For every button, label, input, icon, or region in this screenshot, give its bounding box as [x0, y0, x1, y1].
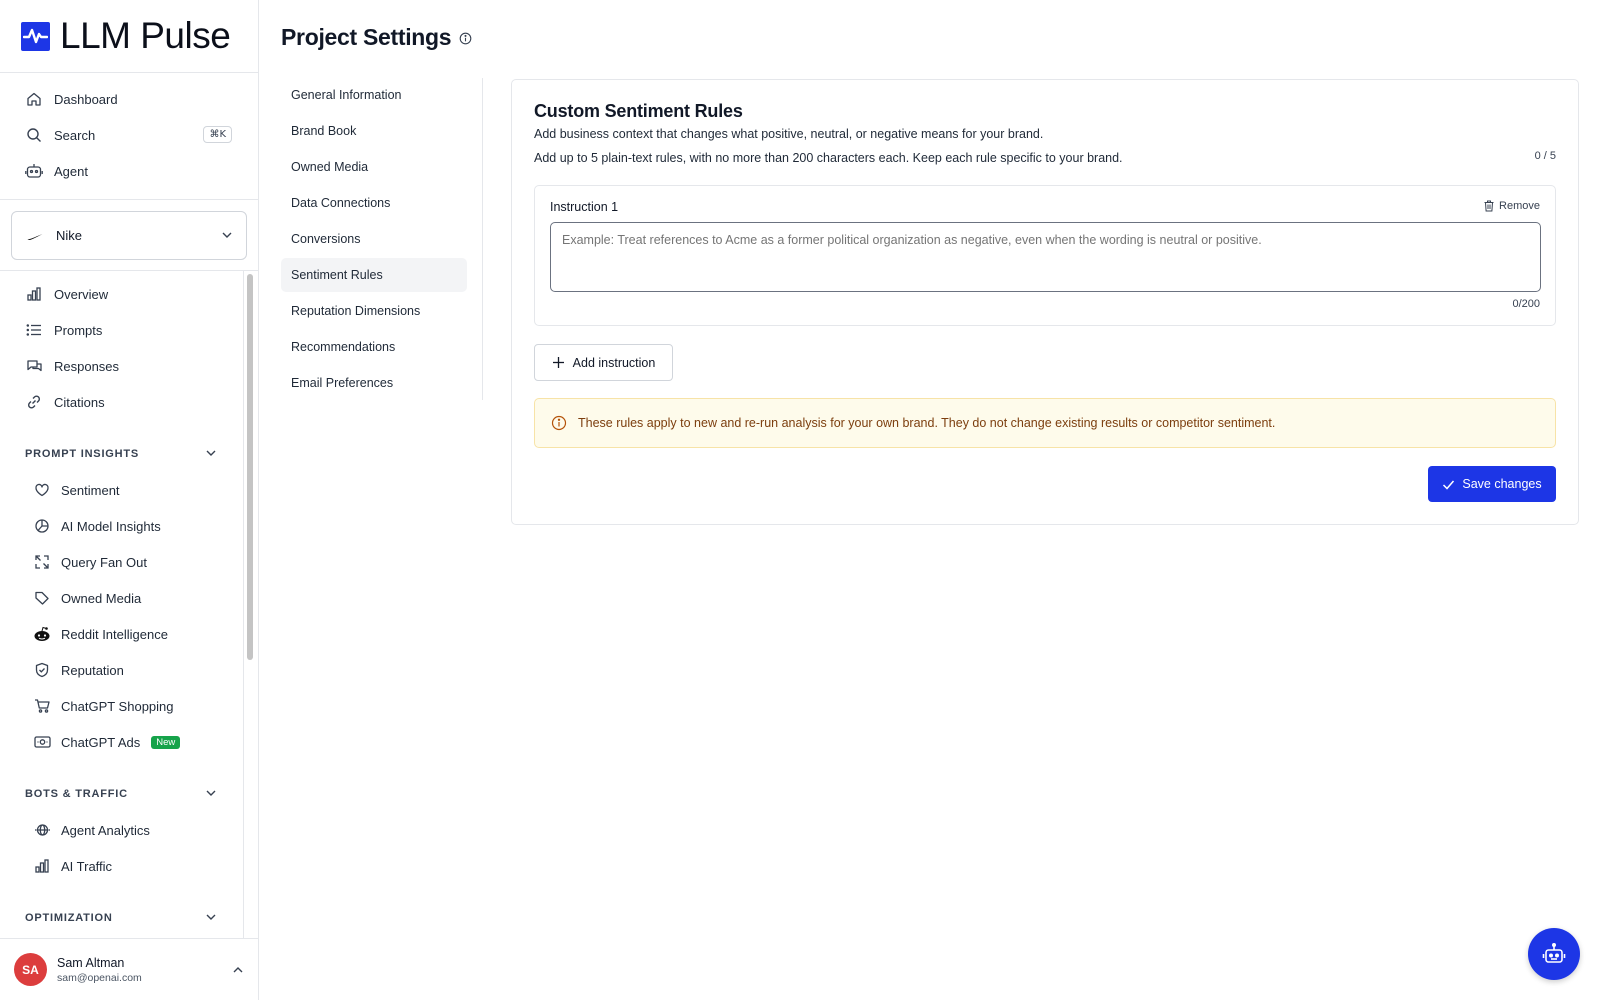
sidebar-item-prompts[interactable] [0, 312, 259, 348]
nav-label: Search [54, 127, 96, 143]
pulse-logo-icon [21, 22, 50, 51]
sidebar-item-label: Prompts [54, 322, 103, 338]
list-icon [25, 321, 43, 339]
page-title [281, 24, 472, 51]
link-icon [25, 393, 43, 411]
sidebar-item-label: ChatGPT Shopping [61, 698, 174, 714]
shield-check-icon [33, 661, 51, 679]
top-nav [0, 73, 258, 200]
bar-chart-icon [33, 857, 51, 875]
chevron-down-icon [204, 446, 218, 463]
settings-tab-brand-book[interactable]: Brand Book [291, 124, 357, 138]
section-title: BOTS & TRAFFIC [25, 788, 128, 800]
expand-icon [33, 553, 51, 571]
chat-bubbles-icon [25, 357, 43, 375]
nav-dashboard[interactable] [0, 81, 258, 117]
settings-nav [281, 78, 483, 400]
shopping-cart-icon [33, 697, 51, 715]
sidebar-item-responses[interactable] [0, 348, 259, 384]
settings-tab-conversions[interactable]: Conversions [291, 232, 361, 246]
instruction-label: Instruction 1 [550, 200, 619, 214]
assistant-bot-button[interactable] [1528, 928, 1580, 980]
sidebar-item-label: AI Model Insights [61, 518, 161, 534]
sidebar-item-label: Reputation [61, 662, 124, 678]
sidebar-item-owned-media[interactable] [0, 580, 259, 616]
sidebar-item-reputation[interactable] [0, 652, 259, 688]
section-title: OPTIMIZATION [25, 912, 113, 924]
sentiment-rules-card [511, 79, 1579, 525]
search-shortcut: ⌘K [203, 126, 232, 143]
nike-logo-icon [27, 228, 43, 244]
save-label: Save changes [1462, 477, 1542, 491]
settings-tab-data-connections[interactable]: Data Connections [291, 196, 391, 210]
agent-icon [25, 162, 43, 180]
sidebar-item-label: ChatGPT Ads [61, 734, 141, 750]
instruction-textarea[interactable] [550, 222, 1541, 292]
user-info [57, 956, 142, 984]
home-icon [25, 90, 43, 108]
sidebar-item-label: Query Fan Out [61, 554, 147, 570]
project-name: Nike [56, 228, 83, 243]
sidebar-item-label: Owned Media [61, 590, 142, 606]
section-title: PROMPT INSIGHTS [25, 448, 140, 460]
app-name: LLM Pulse [60, 15, 231, 56]
add-instruction-button[interactable] [534, 344, 673, 381]
nav-label: Agent [54, 163, 88, 179]
sidebar-item-label: Sentiment [61, 482, 120, 498]
sidebar-item-reddit-intelligence[interactable] [0, 616, 259, 652]
section-optimization[interactable] [0, 900, 259, 936]
sidebar-item-label: Responses [54, 358, 120, 374]
sidebar-item-label: Agent Analytics [61, 822, 150, 838]
page-title-text: Project Settings [281, 24, 452, 50]
section-prompt-insights[interactable] [0, 436, 259, 472]
settings-tab-recommendations[interactable]: Recommendations [291, 340, 396, 354]
sidebar-item-sentiment[interactable] [0, 472, 259, 508]
new-badge: New [151, 736, 180, 749]
sidebar-scroll-area [0, 276, 259, 938]
sidebar-item-label: AI Traffic [61, 858, 113, 874]
sidebar-item-chatgpt-shopping[interactable] [0, 688, 259, 724]
search-icon [25, 126, 43, 144]
nav-label: Dashboard [54, 91, 118, 107]
check-icon [1442, 478, 1455, 491]
chevron-down-icon [220, 228, 234, 245]
instruction-block [534, 185, 1556, 326]
sidebar-item-label: Citations [54, 394, 105, 410]
card-description: Add business context that changes what positive, neutral, or negative means for your brand. [534, 127, 1044, 141]
tag-icon [33, 589, 51, 607]
settings-tab-general-information[interactable]: General Information [291, 88, 402, 102]
robot-icon [1542, 943, 1566, 965]
sidebar-scrollbar[interactable] [247, 274, 253, 660]
ad-banner-icon [33, 733, 51, 751]
remove-label: Remove [1499, 200, 1540, 212]
reddit-icon [33, 625, 51, 643]
save-changes-button[interactable] [1428, 466, 1556, 502]
info-icon[interactable] [459, 24, 472, 51]
card-description-limits: Add up to 5 plain-text rules, with no more than 200 characters each. Keep each rule specific to your brand. [534, 151, 1123, 165]
sidebar-item-ai-traffic[interactable] [0, 848, 259, 884]
add-instruction-label: Add instruction [572, 355, 656, 370]
nav-search[interactable] [0, 117, 258, 153]
info-notice [534, 398, 1556, 448]
sidebar-item-label: Overview [54, 286, 109, 302]
chevron-down-icon [204, 910, 218, 927]
bar-chart-icon [25, 285, 43, 303]
user-menu[interactable] [0, 938, 259, 1000]
project-selector[interactable] [11, 211, 247, 260]
divider [0, 270, 259, 271]
sidebar-item-ai-model-insights[interactable] [0, 508, 259, 544]
card-title: Custom Sentiment Rules [534, 101, 743, 121]
chevron-up-icon [231, 963, 245, 982]
pie-chart-icon [33, 517, 51, 535]
user-name: Sam Altman [57, 955, 125, 970]
info-icon [551, 415, 567, 431]
char-count: 0/200 [1512, 298, 1540, 310]
trash-icon [1483, 200, 1495, 212]
user-email: sam@openai.com [57, 971, 142, 984]
sidebar-item-citations[interactable] [0, 384, 259, 420]
heart-icon [33, 481, 51, 499]
app-logo[interactable] [0, 0, 258, 73]
remove-instruction-button[interactable] [1483, 200, 1540, 212]
chevron-down-icon [204, 786, 218, 803]
settings-tab-email-preferences[interactable]: Email Preferences [291, 376, 394, 390]
rule-counter: 0 / 5 [1534, 150, 1556, 162]
settings-tab-sentiment-rules[interactable]: Sentiment Rules [281, 258, 467, 292]
sidebar-item-label: Reddit Intelligence [61, 626, 168, 642]
sidebar-item-chatgpt-ads[interactable] [0, 724, 259, 760]
avatar: SA [14, 953, 47, 986]
sidebar-item-query-fan-out[interactable] [0, 544, 259, 580]
settings-tab-owned-media[interactable]: Owned Media [291, 160, 369, 174]
settings-tab-reputation-dimensions[interactable]: Reputation Dimensions [291, 304, 421, 318]
notice-text: These rules apply to new and re-run analysis for your own brand. They do not change existing results or competitor sentiment. [578, 416, 1276, 430]
sidebar-item-agent-analytics[interactable] [0, 812, 259, 848]
section-bots-traffic[interactable] [0, 776, 259, 812]
sidebar [0, 0, 259, 1000]
globe-icon [33, 821, 51, 839]
plus-icon [552, 356, 565, 369]
sidebar-item-overview[interactable] [0, 276, 259, 312]
nav-agent[interactable] [0, 153, 258, 189]
